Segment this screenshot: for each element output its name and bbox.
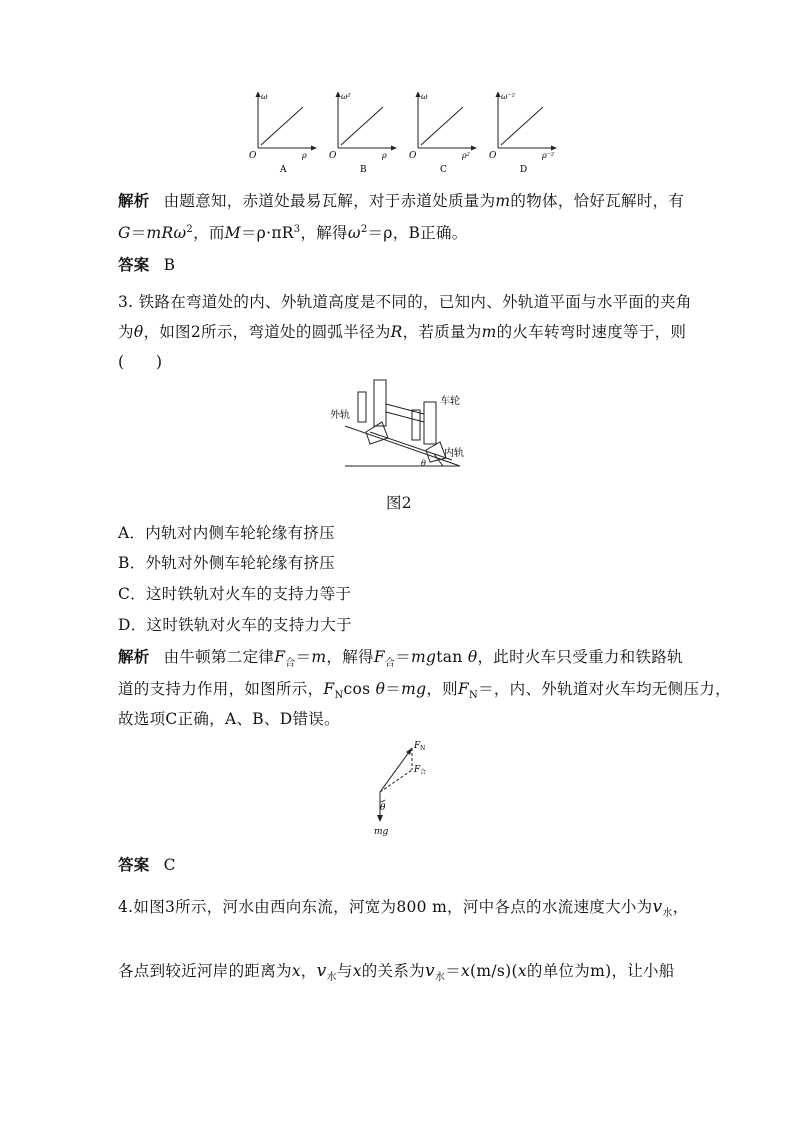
q2-analysis-label: 解析 [118,191,150,210]
graph-d-ylabel: ω⁻² [501,92,515,101]
q3-answer-value: C [163,856,176,874]
q3-analysis-line1: 解析 由牛顿第二定律$F_合=m$，解得$F_合=mgtan$ θ，此时火车只受重力和铁路轨 [118,647,683,670]
fhe-label: F [414,765,421,775]
graph-d-line [501,107,543,145]
q4-line2: 各点到较近河岸的距离为x，$v_水$与x的关系为$v_水=x(m/s)(x$的单位为m)，让小船 [118,961,675,984]
outer-rail-label: 外轨 [330,410,350,421]
svg-text:合: 合 [420,769,427,776]
graph-a-y-arrow [256,92,261,97]
graph-d-option-label: D [520,165,528,175]
graph-d-origin: O [489,151,497,161]
graph-b-line [341,107,383,145]
graph-d-xlabel: ρ⁻² [542,151,555,160]
graph-a-ylabel: ω [261,92,268,101]
force-theta-label: θ [380,803,386,813]
q2-analysis-line2: G＝mRω$^2$，而$M=\rho\cdot\pi R^3$，解得$\omega^2=\rho$，B正确。 [118,223,468,242]
option-d: D．这时铁轨对火车的支持力大于 [118,616,352,634]
wheel-label: 车轮 [440,396,460,407]
fn-label: F [414,741,421,751]
graph-c-line [421,107,463,145]
q4-line1: 4.如图3所示，河水由西向东流，河宽为800 m，河中各点的水流速度大小为$v_水$， [118,897,689,920]
railway-figure [330,374,475,470]
q2-answer-label: 答案 [118,255,150,274]
svg-text:N: N [420,745,426,752]
option-c: C．这时铁轨对火车的支持力等于 [118,585,352,603]
graph-b-option-label: B [360,165,367,175]
graph-c-origin: O [409,151,417,161]
graph-a-origin: O [249,151,257,161]
q3-stem-line2: 为θ，如图2所示，弯道处的圆弧半径为R，若质量为m的火车转弯时速度等于，则 [118,323,687,341]
graph-d-x-arrow [551,146,557,151]
graph-b-ylabel: ω² [341,92,351,101]
q3-analysis-label: 解析 [118,647,150,666]
option-a: A．内轨对内侧车轮轮缘有挤压 [118,524,335,542]
graph-c-y-arrow [416,92,421,97]
q3-analysis-line3: 故选项C正确，A、B、D错误。 [118,710,340,728]
graph-a-option-label: A [280,165,287,175]
force-diagram [368,738,438,838]
inner-rail-label: 内轨 [444,448,464,459]
graph-b-origin: O [329,151,337,161]
graph-options-figure [240,92,570,178]
q2-answer [118,250,690,280]
option-b: B．外轨对外侧车轮轮缘有挤压 [118,554,336,572]
q3-answer-label: 答案 [118,855,150,874]
graph-a-line [261,107,303,145]
graph-b-x-arrow [391,146,397,151]
q3-analysis-line2: 道的支持力作用，如图所示，$F_N\cos$ θ＝mg，则$F_N=$，内、外轨道对火车均无侧压力， [118,680,731,702]
graph-b-xlabel: ρ [382,151,387,160]
theta-label: θ [421,459,426,468]
graph-c-xlabel: ρ² [462,151,470,160]
q2-answer-value: B [163,256,176,274]
q2-analysis-line1: 解析 由题意知，赤道处最易瓦解，对于赤道处质量为m的物体，恰好瓦解时，有 [118,191,685,210]
graph-a-x-arrow [311,146,317,151]
q3-stem-line1: 3. 铁路在弯道处的内、外轨道高度是不同的，已知内、外轨道平面与水平面的夹角 [118,293,692,311]
q3-paren: ( ) [118,353,163,371]
graph-c-option-label: C [440,165,447,175]
mg-label: mg [374,827,389,837]
q3-answer [118,850,690,880]
graph-c-ylabel: ω [421,92,428,101]
graph-c-x-arrow [471,146,477,151]
figure-caption: 图2 [386,494,412,512]
graph-d-y-arrow [496,92,501,97]
graph-a-xlabel: ρ [302,151,307,160]
graph-b-y-arrow [336,92,341,97]
